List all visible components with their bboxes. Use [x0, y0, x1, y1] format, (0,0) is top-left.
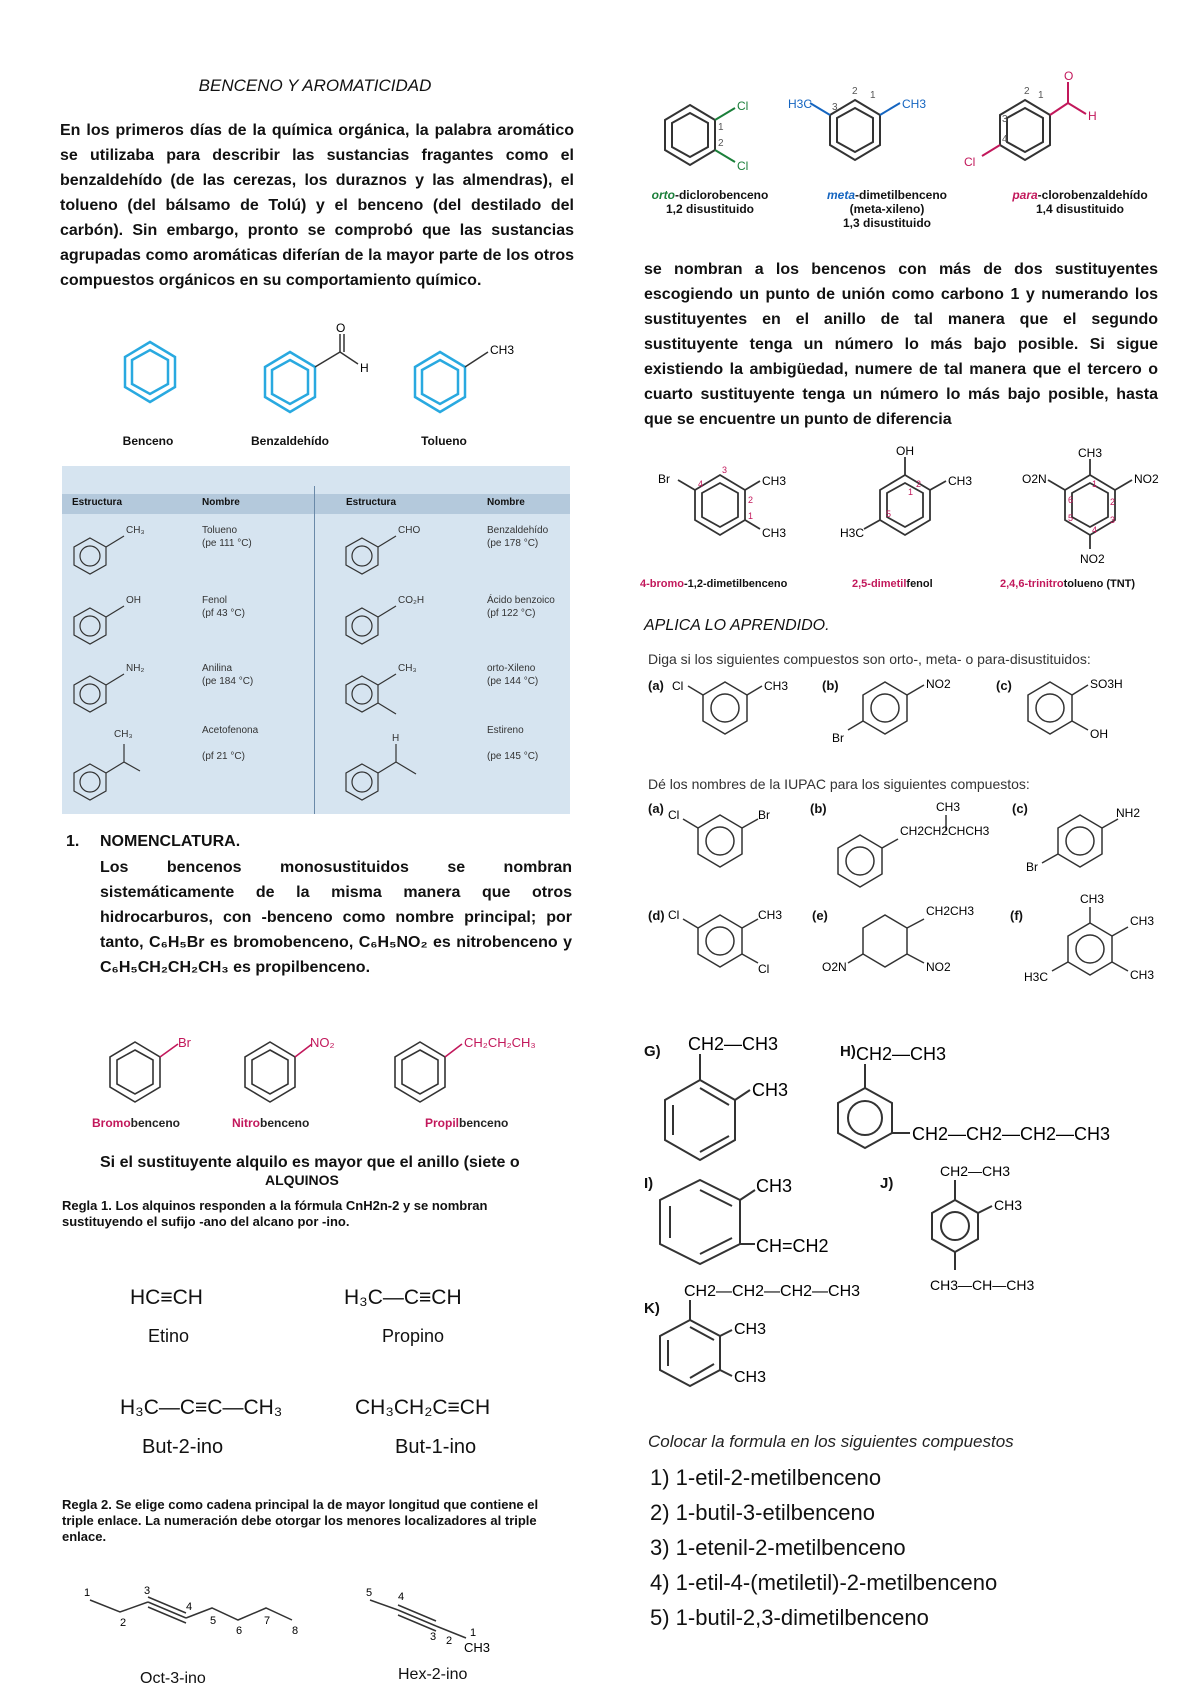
mono-name-propilbenceno: Propilbenceno [425, 1116, 509, 1130]
svg-text:1: 1 [748, 511, 754, 521]
svg-text:8: 8 [292, 1625, 299, 1637]
svg-text:CH2—CH3: CH2—CH3 [856, 1044, 947, 1064]
svg-text:CH3: CH3 [734, 1321, 767, 1338]
q2-label-f: (f) [1010, 908, 1023, 923]
alquinos-rule2: Regla 2. Se elige como cadena principal la de mayor longitud que contiene el triple enlace. La numeración debe otorgar los menores localizadores al triple enlace. [62, 1497, 539, 1544]
svg-text:CH2—CH2—CH2—CH3: CH2—CH2—CH2—CH3 [684, 1283, 861, 1300]
structure-label-tolueno: Tolueno [421, 434, 467, 448]
chain-name-oct3ino: Oct-3-ino [140, 1670, 206, 1687]
q2-label-e: (e) [812, 908, 828, 923]
svg-text:Cl: Cl [668, 808, 680, 822]
mono-group-propyl: CH₂CH₂CH₃ [464, 1035, 536, 1050]
q2-label-b: (b) [810, 801, 827, 816]
svg-text:4: 4 [186, 1601, 193, 1613]
svg-text:O: O [1064, 70, 1074, 83]
svg-text:CH3: CH3 [1080, 892, 1105, 906]
exercise-structures [640, 1030, 1170, 1430]
row3-name-1: Anilina (pe 184 °C) [202, 663, 254, 687]
row4-name-2: Estireno (pe 145 °C) [487, 725, 539, 762]
svg-text:CH3—CH—CH3: CH3—CH—CH3 [930, 1277, 1035, 1293]
formula-but2ino: H₃C—C≡C—CH₃ [120, 1396, 283, 1419]
name-but1ino: But-1-ino [395, 1436, 477, 1458]
svg-text:CH3: CH3 [764, 679, 789, 693]
svg-text:3: 3 [1002, 114, 1008, 125]
svg-text:Br: Br [658, 472, 670, 486]
svg-text:5: 5 [886, 509, 892, 519]
chain-name-hex2ino: Hex-2-ino [398, 1666, 468, 1683]
svg-text:6: 6 [1068, 495, 1074, 505]
svg-text:CH2—CH3: CH2—CH3 [688, 1034, 779, 1054]
name-but2ino: But-2-ino [142, 1436, 224, 1458]
svg-text:OH: OH [1090, 727, 1108, 741]
row1-name-1: Tolueno (pe 111 °C) [202, 525, 252, 549]
col-header-estructura-1: Estructura [72, 497, 123, 508]
svg-text:CH3: CH3 [936, 800, 961, 814]
svg-text:CH3: CH3 [464, 1640, 491, 1655]
svg-text:1: 1 [84, 1587, 91, 1599]
svg-text:NO2: NO2 [926, 677, 951, 691]
svg-text:CH=CH2: CH=CH2 [756, 1236, 829, 1256]
svg-text:CH3: CH3 [762, 474, 787, 488]
svg-text:3: 3 [144, 1585, 151, 1597]
svg-text:3: 3 [722, 465, 728, 475]
svg-text:CH3: CH3 [1130, 914, 1155, 928]
svg-text:2: 2 [852, 86, 858, 97]
row1-group-2: CHO [398, 525, 421, 536]
alquinos-rule1: Regla 1. Los alquinos responden a la fórmula CnH2n-2 y se nombran sustituyendo el sufijo -ano del alcano por -ino. [62, 1198, 488, 1229]
poly-name-3: 2,4,6-trinitrotolueno (TNT) [1000, 578, 1136, 590]
svg-text:CH3: CH3 [752, 1080, 789, 1100]
poly-name-2: 2,5-dimetilfenol [852, 578, 933, 590]
svg-text:1: 1 [908, 487, 914, 497]
mono-group-br: Br [178, 1035, 191, 1050]
col-header-nombre-2: Nombre [487, 497, 525, 508]
svg-text:NO2: NO2 [1080, 552, 1105, 565]
task-3: 3) 1-etenil-2-metilbenceno [650, 1535, 906, 1560]
name-etino: Etino [148, 1326, 190, 1346]
aplica-heading: APLICA LO APRENDIDO. [644, 617, 830, 634]
svg-text:O2N: O2N [822, 960, 847, 974]
q1-label-a: (a) [648, 678, 664, 693]
task-list [650, 1460, 997, 1635]
common-names-table [62, 466, 570, 814]
svg-text:Cl: Cl [737, 99, 749, 113]
polysubstituted-structures [650, 445, 1170, 565]
svg-text:H: H [1088, 109, 1097, 123]
structure-label-benceno: Benceno [122, 434, 174, 448]
svg-text:CH3: CH3 [490, 343, 515, 357]
page-title: BENCENO Y AROMATICIDAD [198, 76, 432, 95]
svg-text:H3C: H3C [788, 97, 813, 111]
mono-name-bromobenceno: Bromobenceno [92, 1116, 181, 1130]
name-meta: meta-dimetilbenceno (meta-xileno) 1,3 disustituido [826, 188, 948, 230]
svg-text:4: 4 [698, 479, 704, 489]
svg-text:1: 1 [470, 1627, 477, 1639]
mono-group-no2: NO₂ [310, 1035, 335, 1050]
svg-text:2: 2 [748, 495, 754, 505]
svg-text:4: 4 [1092, 525, 1098, 535]
q2-structures [650, 795, 1170, 995]
aromatic-structures [100, 322, 520, 452]
svg-text:1: 1 [1092, 479, 1098, 489]
formula-but1ino: CH₃CH₂C≡CH [355, 1396, 491, 1419]
svg-text:H3C: H3C [840, 526, 865, 540]
name-para: para-clorobenzaldehído 1,4 disustituido [1012, 188, 1148, 216]
svg-text:NO2: NO2 [926, 960, 951, 974]
svg-text:Br: Br [832, 731, 844, 745]
svg-text:Cl: Cl [737, 159, 749, 173]
svg-text:3: 3 [1110, 515, 1116, 525]
svg-text:Cl: Cl [964, 155, 976, 169]
svg-text:CH3: CH3 [948, 474, 973, 488]
svg-text:Cl: Cl [758, 962, 770, 976]
formula-etino: HC≡CH [130, 1286, 203, 1309]
row2-name-2: Ácido benzoico (pf 122 °C) [487, 595, 555, 619]
row3-name-2: orto-Xileno (pe 144 °C) [487, 663, 539, 687]
svg-text:2: 2 [1024, 86, 1030, 97]
row2-group-2: CO₂H [398, 595, 425, 606]
svg-text:5: 5 [210, 1615, 217, 1627]
svg-text:NH2: NH2 [1116, 806, 1141, 820]
svg-text:SO3H: SO3H [1090, 677, 1123, 691]
svg-text:OH: OH [896, 445, 914, 458]
polysubstituted-text: se nombran a los bencenos con más de dos sustituyentes escogiendo un punto de unión como carbono 1 y numerando los sustituyentes en el anillo de tal manera que el segundo sustituyente tenga un número lo más bajo posible. Si sigue existiendo la ambigüedad, numere de tal manera que el tercero o cuarto sustituyente tenga un número lo más bajo posible, hasta que se encuentre un punto de diferencia [644, 261, 1158, 428]
exercise-label-k: K) [644, 1300, 660, 1317]
svg-text:Cl: Cl [668, 908, 680, 922]
row3-group-1: NH₂ [126, 663, 145, 674]
row2-name-1: Fenol (pf 43 °C) [202, 595, 245, 619]
question-1: Diga si los siguientes compuestos son orto-, meta- o para-disustituidos: [648, 651, 1091, 667]
svg-text:Cl: Cl [672, 679, 684, 693]
nomenclature-number: 1. [66, 833, 80, 850]
svg-text:Br: Br [758, 808, 770, 822]
disubstituted-structures [640, 70, 1180, 190]
svg-text:H: H [360, 361, 369, 375]
mono-name-nitrobenceno: Nitrobenceno [232, 1116, 310, 1130]
svg-text:CH3: CH3 [758, 908, 783, 922]
q2-label-a: (a) [648, 801, 664, 816]
formula-title: Colocar la formula en los siguientes compuestos [648, 1432, 1014, 1451]
svg-text:6: 6 [236, 1625, 243, 1637]
svg-text:5: 5 [1068, 513, 1074, 523]
row4-group-1: CH₃ [114, 729, 133, 740]
exercise-label-j: J) [880, 1175, 894, 1192]
alkyne-chains [80, 1580, 560, 1660]
svg-text:CH3: CH3 [762, 526, 787, 540]
svg-text:H3C: H3C [1024, 970, 1049, 984]
svg-text:CH3: CH3 [756, 1176, 793, 1196]
svg-text:1: 1 [870, 90, 876, 101]
row1-name-2: Benzaldehído (pe 178 °C) [487, 525, 549, 549]
row4-name-1: Acetofenona (pf 21 °C) [202, 725, 259, 762]
svg-text:CH3: CH3 [994, 1197, 1023, 1213]
intro-paragraph: En los primeros días de la química orgánica, la palabra aromático se utilizaba para describir las sustancias fragantes como el benzaldehído (de las cerezas, los duraznos y las almendras), el tolueno (del bálsamo de Tolú) y el benceno (del destilado del carbón). Sin embargo, pronto se comprobó que las sustancias agrupadas como aromáticas diferían de la mayor parte de los otros compuestos orgánicos en su comportamiento químico. [60, 122, 574, 289]
svg-text:4: 4 [1002, 134, 1008, 145]
nomenclature-heading: NOMENCLATURA. [100, 833, 241, 850]
svg-text:1: 1 [718, 122, 724, 133]
svg-text:1: 1 [1038, 90, 1044, 101]
alquinos-heading: ALQUINOS [265, 1172, 339, 1188]
q1-label-c: (c) [996, 678, 1012, 693]
nomenclature-text: Los bencenos monosustituidos se nombran sistemáticamente de la misma manera que otros hidrocarburos, con -benceno como nombre principal; por tanto, C₆H₅Br es bromobenceno, C₆H₅NO₂ es nitrobenceno y C₆H₅CH₂CH₂CH₃ es propilbenceno. [100, 859, 572, 976]
svg-text:CH3: CH3 [734, 1369, 767, 1386]
svg-text:7: 7 [264, 1615, 271, 1627]
q1-structures [650, 670, 1170, 750]
q2-label-d: (d) [648, 908, 665, 923]
col-header-nombre-1: Nombre [202, 497, 240, 508]
formula-propino: H₃C—C≡CH [344, 1286, 462, 1309]
svg-text:CH2CH2CHCH3: CH2CH2CHCH3 [900, 824, 990, 838]
svg-text:CH2—CH2—CH2—CH3: CH2—CH2—CH2—CH3 [912, 1124, 1111, 1144]
svg-text:2: 2 [1110, 497, 1116, 507]
exercise-label-g: G) [644, 1043, 661, 1060]
structure-label-benzaldehido: Benzaldehído [250, 434, 329, 448]
col-header-estructura-2: Estructura [346, 497, 397, 508]
row2-group-1: OH [126, 595, 141, 606]
svg-text:O: O [336, 322, 346, 335]
svg-text:CH3: CH3 [1078, 446, 1103, 460]
svg-text:CH2CH3: CH2CH3 [926, 904, 975, 918]
task-1: 1) 1-etil-2-metilbenceno [650, 1465, 882, 1490]
svg-text:3: 3 [832, 102, 838, 113]
svg-text:2: 2 [120, 1617, 127, 1629]
svg-text:CH2—CH3: CH2—CH3 [940, 1163, 1011, 1179]
svg-text:2: 2 [916, 479, 922, 489]
cut-sentence: Si el sustituyente alquilo es mayor que el anillo (siete o [100, 1154, 520, 1171]
row1-group-1: CH₃ [126, 525, 145, 536]
exercise-label-i: I) [644, 1175, 654, 1192]
question-2: Dé los nombres de la IUPAC para los siguientes compuestos: [648, 776, 1030, 792]
svg-text:3: 3 [430, 1631, 437, 1643]
q2-label-c: (c) [1012, 801, 1028, 816]
svg-text:NO2: NO2 [1134, 472, 1159, 486]
svg-text:2: 2 [718, 138, 724, 149]
q1-label-b: (b) [822, 678, 839, 693]
poly-name-1: 4-bromo-1,2-dimetilbenceno [640, 578, 788, 590]
exercise-label-h: H) [840, 1043, 856, 1060]
name-orto: orto-diclorobenceno 1,2 disustituido [651, 188, 769, 216]
svg-text:O2N: O2N [1022, 472, 1047, 486]
name-propino: Propino [382, 1326, 445, 1346]
row4-group-2: H [392, 733, 400, 744]
svg-text:Br: Br [1026, 860, 1038, 874]
svg-text:4: 4 [398, 1591, 405, 1603]
task-4: 4) 1-etil-4-(metiletil)-2-metilbenceno [650, 1570, 998, 1595]
svg-text:CH3: CH3 [902, 97, 927, 111]
svg-text:5: 5 [366, 1587, 373, 1599]
task-5: 5) 1-butil-2,3-dimetilbenceno [650, 1605, 929, 1630]
svg-text:CH3: CH3 [1130, 968, 1155, 982]
task-2: 2) 1-butil-3-etilbenceno [650, 1500, 876, 1525]
row3-group-2: CH₃ [398, 663, 417, 674]
svg-text:2: 2 [446, 1635, 453, 1647]
